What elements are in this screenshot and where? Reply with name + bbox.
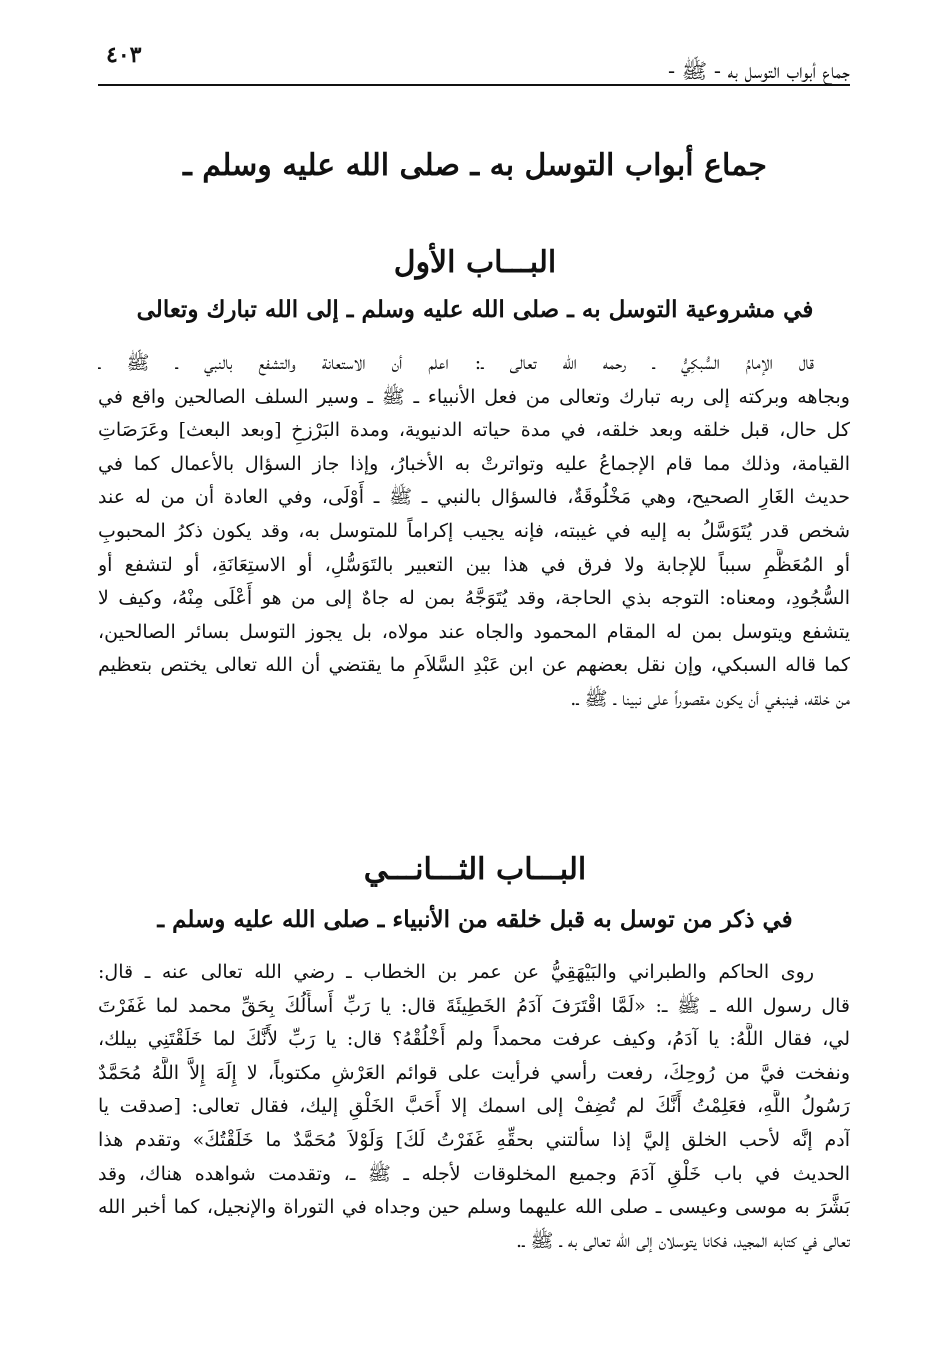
text-line: آدم إنَّه لأحب الخلق إليَّ إذا سألتني بحقِّهِ غَفَرْتُ لَكَ] وَلَوْلاَ مُحَمَّدٌ ما خَلَقْتُكَ» وتقدم هذا <box>98 1128 850 1151</box>
text-line: حديث الغَارِ الصحيح، وهي مَخْلُوقَةٌ، فالسؤال بالنبي ـ ﷺ ـ أَوْلَى، وفي العادة أن من له عند <box>98 486 850 509</box>
text-line: يتشفع ويتوسل بمن له المقام المحمود والجاه عند مولاه، بل يجوز التوسل بسائر الصالحين، <box>98 620 850 643</box>
text-line: شخص قدر يُتَوَسَّلُ به إليه في غيبته، فإنه يجيب إكراماً للمتوسل به، وقد يكون ذكرُ المحبوبِ <box>98 519 850 542</box>
page-number: ٤٠٣ <box>106 42 142 68</box>
chapter-1-paragraph <box>98 347 850 717</box>
text-line: قال الإمامُ السُّبكِيُّ ـ رحمه الله تعالى ـ: اعلم أن الاستعانة والتشفع بالنبي ـ ﷺ ـ <box>98 352 814 374</box>
text-line: روى الحاكم والطبراني والبَيْهَقِيُّ عن عمر بن الخطاب ـ رضي الله تعالى عنه ـ قال: <box>98 961 814 983</box>
text-line: تعالى في كتابه المجيد، فكانا يتوسلان إلى الله تعالى به ـ ﷺ ـ. <box>516 1229 850 1252</box>
main-title: جماع أبواب التوسل به ـ صلى الله عليه وسلم ـ <box>183 148 767 183</box>
chapter-2-subtitle: في ذكر من توسل به قبل خلقه من الأنبياء ـ صلى الله عليه وسلم ـ <box>157 906 793 933</box>
text-line: كل حال، قبل خلقه وبعد خلقه، في مدة حياته الدنيوية، ومدة البَرْزخِ [وبعد البعث] وعَرَصَاتِ <box>98 419 850 442</box>
chapter-2-title: البـــاب الثـــانـــي <box>363 852 587 887</box>
text-line: السُّجُودِ، ومعناه: التوجه بذي الحاجة، وقد يُتَوَجَّهُ بمن له جاهٌ إلى من هو أَعْلَى مِنْهُ، وكيف لا <box>98 587 850 610</box>
text-line: قال رسول الله ـ ﷺ ـ: «لَمَّا اقْتَرَفَ آدَمُ الخَطِيئَةَ قال: يا رَبِّ أَسأَلُكَ بِحَقِّ محمد لما غَفَرْتَ <box>98 994 850 1017</box>
text-line: الحديث في باب خَلْقِ آدَمَ وجميع المخلوقات لأجله ـ ﷺ ـ، وتقدمت شواهده هناك، وقد <box>98 1162 850 1185</box>
text-line: من خلقه، فينبغي أن يكون مقصوراً على نبينا ـ ﷺ ـ. <box>570 687 850 710</box>
chapter-1-subtitle: في مشروعية التوسل به ـ صلى الله عليه وسلم ـ إلى الله تبارك وتعالى <box>136 296 814 323</box>
text-line: أو المُعَظَّمِ سبباً للإجابة ولا فرق في هذا بين التعبير بالتَوَسُّلِ، أو الاستِعَانَةِ، أو لتشفع أو <box>98 553 850 576</box>
running-title: جماع أبواب التوسل به - ﷺ - <box>668 59 850 83</box>
text-line: القيامة، وذلك مما قام الإجماعُ عليه وتواترتْ به الأخبارُ، وإذا جاز السؤال بالأعمال كما في <box>98 452 850 475</box>
text-line: بَشَّرَ به موسى وعيسى ـ صلى الله عليهما وسلم حين وجداه في التوراة والإنجيل، كما أخبر الله <box>98 1196 850 1219</box>
running-header <box>98 38 850 86</box>
chapter-2-paragraph <box>98 956 850 1258</box>
text-line: رَسُولُ اللَّهِ، فعَلِمْتُ أَنَّكَ لم تُضِفْ إلى اسمك إلا أَحَبَّ الخَلْقِ إليك، فقال تعالى: [صدقت يا <box>98 1095 850 1118</box>
text-line: كما قاله السبكي، وإن نقل بعضهم عن ابن عَبْدِ السَّلاَمِ ما يقتضي أن الله تعالى يختص بتعظيم <box>98 654 850 677</box>
chapter-1-title: البـــاب الأول <box>393 245 557 280</box>
text-line: وبجاهه وبركته إلى ربه تبارك وتعالى من فعل الأنبياء ـ ﷺ ـ وسير السلف الصالحين واقع في <box>98 385 850 408</box>
text-line: لي، فقال اللَّهُ: يا آدَمُ، وكيف عرفت محمداً ولم أَخْلُقْهُ؟ قال: يا رَبِّ لأَنَّكَ لما خَلَقْتَنِي بيلك، <box>98 1028 850 1051</box>
text-line: ونفخت فيَّ من رُوحِكَ، رفعت رأسي فرأيت على قوائم العَرْشِ مكتوباً، لا إِلَهَ إِلاَّ اللَّهُ مُحَمَّدٌ <box>98 1061 850 1084</box>
